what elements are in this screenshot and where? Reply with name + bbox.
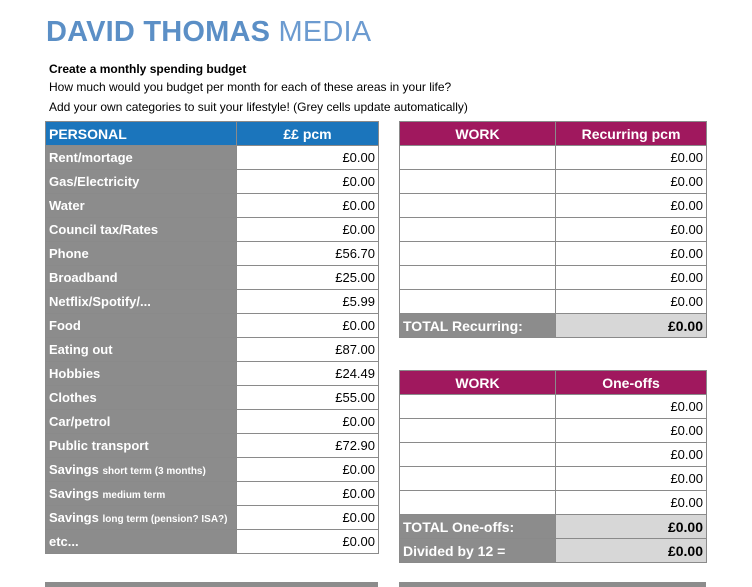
intro-line-2: Add your own categories to suit your lifestyle! (Grey cells update automatically) [49,100,468,114]
work-recurring-row-label-cell[interactable] [400,194,556,218]
divided-by-12-label: Divided by 12 = [400,539,556,563]
total-recurring-label: TOTAL Recurring: [400,314,556,338]
personal-row [46,314,379,338]
work-recurring-table [399,121,707,338]
category-name: Car/petrol [49,414,111,429]
category-note: short term (3 months) [102,466,206,477]
personal-row [46,458,379,482]
personal-row [46,530,379,554]
personal-row-label [46,218,237,242]
work-oneoffs-row-label-cell[interactable] [400,395,556,419]
work-oneoffs-row-value[interactable]: £0.00 [556,467,707,491]
personal-row [46,194,379,218]
brand-logo [46,16,371,49]
work-recurring-row [400,266,707,290]
personal-header-row [46,122,379,146]
work-recurring-row-label-cell[interactable] [400,218,556,242]
personal-row-value[interactable]: £0.00 [237,170,379,194]
category-name: Rent/mortage [49,150,133,165]
work-oneoffs-row-value[interactable]: £0.00 [556,419,707,443]
next-table-edge [45,582,378,587]
work-recurring-row [400,242,707,266]
work-recurring-row [400,170,707,194]
personal-row [46,242,379,266]
personal-row-value[interactable]: £87.00 [237,338,379,362]
total-oneoffs-value: £0.00 [556,515,707,539]
work-recurring-row-value[interactable]: £0.00 [556,218,707,242]
category-name: Phone [49,246,89,261]
total-oneoffs-row [400,515,707,539]
work-oneoffs-row [400,419,707,443]
work-recurring-row-value[interactable]: £0.00 [556,170,707,194]
work-recurring-row [400,194,707,218]
personal-row-value[interactable]: £0.00 [237,458,379,482]
personal-row [46,338,379,362]
personal-row-value[interactable]: £55.00 [237,386,379,410]
personal-row [46,290,379,314]
personal-row-label [46,506,237,530]
personal-row-label [46,290,237,314]
personal-row-label [46,242,237,266]
work-recurring-row-label-cell[interactable] [400,290,556,314]
personal-row-label [46,266,237,290]
work-oneoffs-row-label-cell[interactable] [400,419,556,443]
category-name: Food [49,318,81,333]
category-name: Savings [49,510,99,525]
work-oneoffs-row-label-cell[interactable] [400,443,556,467]
personal-row [46,434,379,458]
personal-row-label [46,386,237,410]
work-oneoffs-header-label: WORK [400,371,556,395]
work-oneoffs-header-value: One-offs [556,371,707,395]
brand-name: DAVID THOMAS [46,16,271,48]
brand-suffix: MEDIA [278,16,372,48]
work-recurring-row-value[interactable]: £0.00 [556,266,707,290]
personal-row-value[interactable]: £0.00 [237,314,379,338]
personal-row [46,170,379,194]
category-name: Public transport [49,438,149,453]
work-oneoffs-row [400,395,707,419]
work-recurring-header-value: Recurring pcm [556,122,707,146]
work-oneoffs-row-value[interactable]: £0.00 [556,443,707,467]
work-oneoffs-row-label-cell[interactable] [400,491,556,515]
work-oneoffs-header-row [400,371,707,395]
personal-row-label [46,338,237,362]
personal-row [46,386,379,410]
category-name: Netflix/Spotify/... [49,294,151,309]
work-oneoffs-row-label-cell[interactable] [400,467,556,491]
work-recurring-row [400,146,707,170]
personal-row-label [46,530,237,554]
category-name: Clothes [49,390,97,405]
work-recurring-row-label-cell[interactable] [400,242,556,266]
work-recurring-row-value[interactable]: £0.00 [556,194,707,218]
category-name: Water [49,198,85,213]
personal-row-value[interactable]: £0.00 [237,506,379,530]
category-note: long term (pension? ISA?) [102,514,228,525]
personal-row-value[interactable]: £25.00 [237,266,379,290]
total-recurring-row [400,314,707,338]
personal-row [46,218,379,242]
personal-row-value[interactable]: £0.00 [237,530,379,554]
intro-line-1: How much would you budget per month for each of these areas in your life? [49,80,452,94]
personal-row-value[interactable]: £5.99 [237,290,379,314]
personal-header-value: ££ pcm [237,122,379,146]
work-recurring-header-label: WORK [400,122,556,146]
personal-table [45,121,379,554]
category-name: Gas/Electricity [49,174,140,189]
work-recurring-row [400,218,707,242]
work-oneoffs-row [400,467,707,491]
category-name: Savings [49,486,99,501]
work-oneoffs-row [400,491,707,515]
work-oneoffs-table [399,370,707,563]
category-name: Broadband [49,270,118,285]
personal-row-value[interactable]: £0.00 [237,482,379,506]
personal-row-value[interactable]: £0.00 [237,218,379,242]
personal-row-value[interactable]: £0.00 [237,194,379,218]
category-name: etc... [49,534,79,549]
personal-row-label [46,314,237,338]
total-oneoffs-label: TOTAL One-offs: [400,515,556,539]
work-recurring-row [400,290,707,314]
personal-row-label [46,194,237,218]
personal-row [46,482,379,506]
personal-row [46,266,379,290]
work-recurring-row-value[interactable]: £0.00 [556,146,707,170]
work-oneoffs-row-value[interactable]: £0.00 [556,491,707,515]
personal-row-label [46,410,237,434]
personal-row-label [46,458,237,482]
personal-row [46,506,379,530]
category-name: Council tax/Rates [49,222,159,237]
category-name: Savings [49,462,99,477]
personal-row-value[interactable]: £72.90 [237,434,379,458]
work-recurring-header-row [400,122,707,146]
work-recurring-row-value[interactable]: £0.00 [556,242,707,266]
total-recurring-value: £0.00 [556,314,707,338]
work-recurring-row-label-cell[interactable] [400,266,556,290]
category-name: Eating out [49,342,113,357]
work-recurring-row-value[interactable]: £0.00 [556,290,707,314]
work-oneoffs-row [400,443,707,467]
work-recurring-row-label-cell[interactable] [400,146,556,170]
personal-row-value[interactable]: £0.00 [237,146,379,170]
personal-row-label [46,170,237,194]
personal-row-label [46,434,237,458]
personal-row-value[interactable]: £56.70 [237,242,379,266]
personal-row [46,410,379,434]
personal-header-label: PERSONAL [46,122,237,146]
category-name: Hobbies [49,366,101,381]
personal-row-value[interactable]: £0.00 [237,410,379,434]
personal-row-label [46,146,237,170]
page-title: Create a monthly spending budget [49,62,247,76]
personal-row [46,362,379,386]
divided-by-12-value: £0.00 [556,539,707,563]
personal-row-label [46,482,237,506]
next-table-edge-right [399,582,706,587]
divided-by-12-row [400,539,707,563]
work-recurring-row-label-cell[interactable] [400,170,556,194]
personal-row-value[interactable]: £24.49 [237,362,379,386]
personal-row [46,146,379,170]
work-oneoffs-row-value[interactable]: £0.00 [556,395,707,419]
category-note: medium term [102,490,166,501]
personal-row-label [46,362,237,386]
